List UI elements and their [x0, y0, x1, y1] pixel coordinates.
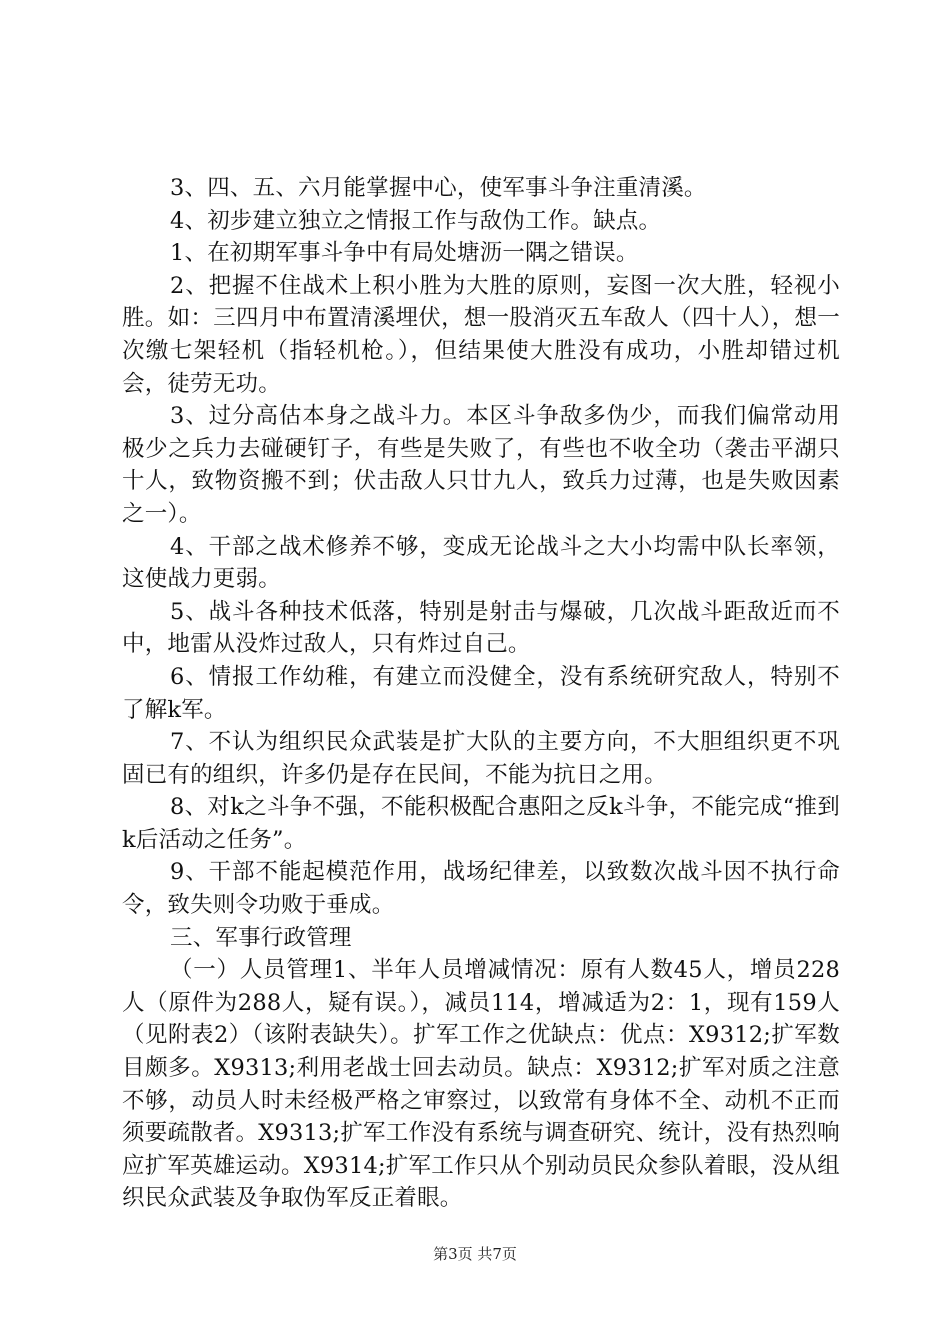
paragraph-weakness-4: 4、干部之战术修养不够，变成无论战斗之大小均需中队长率领，这使战力更弱。 [122, 533, 840, 593]
paragraph-weakness-9: 9、干部不能起模范作用，战场纪律差，以致数次战斗因不执行命令，致失则令功败于垂成。 [122, 859, 840, 919]
paragraph-weakness-1: 1、在初期军事斗争中有局处塘沥一隅之错误。 [170, 240, 639, 267]
paragraph-strength-4: 4、初步建立独立之情报工作与敌伪工作。缺点。 [170, 207, 662, 234]
paragraph-strength-3: 3、四、五、六月能掌握中心，使军事斗争注重清溪。 [170, 175, 707, 201]
section-heading: 三、军事行政管理 [170, 924, 352, 951]
paragraph-weakness-8: 8、对k之斗争不强，不能积极配合惠阳之反k斗争，不能完成“推到k后活动之任务”。 [122, 794, 840, 853]
paragraph-weakness-7: 7、不认为组织民众武装是扩大队的主要方向，不大胆组织更不巩固已有的组织，许多仍是存在民间，不能为抗日之用。 [122, 729, 840, 788]
paragraph-personnel-management: （一）人员管理1、半年人员增减情况：原有人数45人，增员228人（原件为288人，疑有误。），减员114，增减适为2：1，现有159人（见附表2）（该附表缺失）。扩军工作之优缺点：优点：X9312;扩军数目颇多。X9313;利用老战士回去动员。缺点：X9312;扩军对质之注意不够，动员人时未经极严格之审察过，以致常有身体不全、动机不正而须要疏散者。X9313;扩军工作没有系统与调查研究、统计，没有热烈响应扩军英雄运动。X9314;扩军工作只从个别动员民众参队着眼，没从组织民众武装及争取伪军反正着眼。 [122, 957, 840, 1212]
paragraph-weakness-2: 2、把握不住战术上积小胜为大胜的原则，妄图一次大胜，轻视小胜。如：三四月中布置清溪埋伏，想一股消灭五车敌人（四十人），想一次缴七架轻机（指轻机枪。），但结果使大胜没有成功，小胜却错过机会，徒劳无功。 [122, 272, 840, 397]
paragraph-weakness-6: 6、情报工作幼稚，有建立而没健全，没有系统研究敌人，特别不了解k军。 [122, 663, 840, 723]
paragraph-weakness-3: 3、过分高估本身之战斗力。本区斗争敌多伪少，而我们偏常动用极少之兵力去碰硬钉子，有些是失败了，有些也不收全功（袭击平湖只十人，致物资搬不到；伏击敌人只廿九人，致兵力过薄，也是失败因素之一）。 [122, 403, 840, 527]
page-number-footer: 第3页 共7页 [433, 1245, 517, 1263]
document-body [122, 172, 840, 1215]
paragraph-weakness-5: 5、战斗各种技术低落，特别是射击与爆破，几次战斗距敌近而不中，地雷从没炸过敌人，只有炸过自己。 [122, 598, 840, 658]
